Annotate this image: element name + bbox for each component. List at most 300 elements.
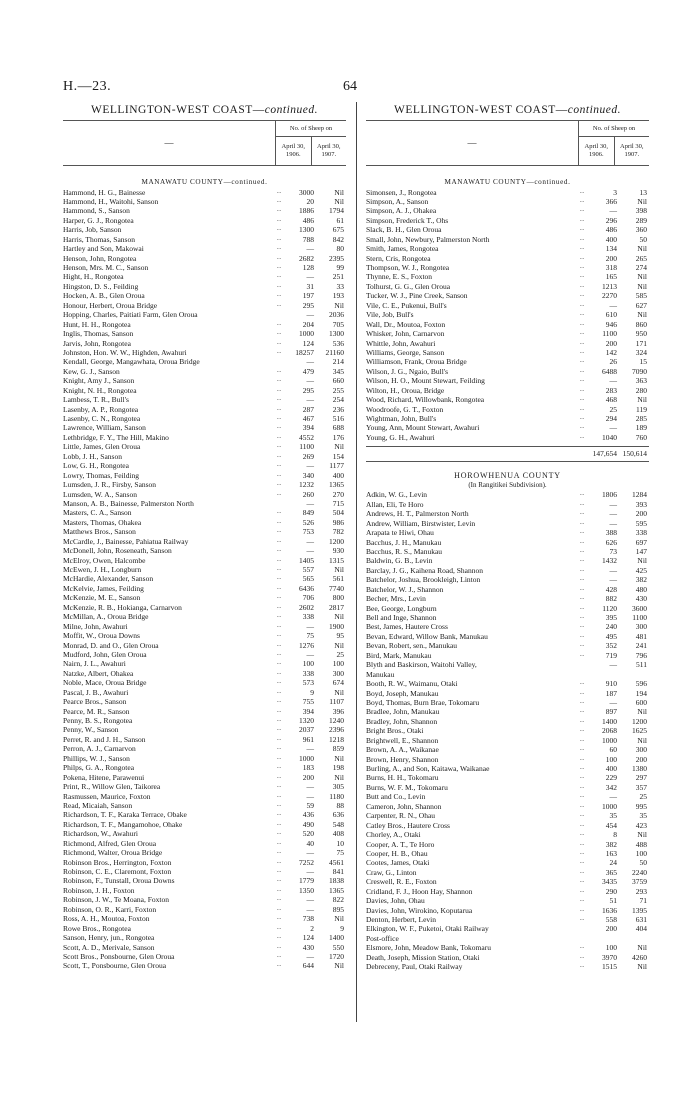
sheep-1906: — <box>306 744 314 754</box>
sheep-1906: 75 <box>306 631 314 641</box>
table-row <box>366 840 649 849</box>
leader-dots: ... <box>579 887 585 894</box>
table-row <box>63 310 346 319</box>
table-row <box>366 433 649 442</box>
sheep-1907: Nil <box>334 914 344 924</box>
owner-name: Bradlee, John, Manukau <box>366 707 440 717</box>
sheep-1906: 200 <box>605 924 617 934</box>
sheep-1906: — <box>306 848 314 858</box>
leader-dots: ... <box>276 415 282 421</box>
sheep-1907: 600 <box>635 697 647 707</box>
sheep-1906: 1320 <box>299 716 314 725</box>
table-row <box>366 773 649 782</box>
sheep-1906: 1232 <box>299 480 314 490</box>
header-sheep-label: No. of Sheep on <box>276 121 346 137</box>
leader-dots: ... <box>276 896 282 903</box>
leader-dots: ... <box>276 518 282 525</box>
table-row <box>366 717 649 726</box>
owner-name: Manson, A. B., Bainesse, Palmerston North <box>63 498 194 508</box>
sheep-1907: 480 <box>635 584 647 594</box>
leader-dots: ... <box>579 415 585 421</box>
owner-name: Bacchus, J. H., Manukau <box>366 537 442 547</box>
sheep-1907: 61 <box>336 215 344 225</box>
sheep-1907: 2240 <box>632 867 647 877</box>
table-row <box>63 244 346 253</box>
sheep-1907: 9 <box>340 923 344 933</box>
leader-dots: ... <box>579 944 585 951</box>
sheep-1907: Nil <box>637 310 647 320</box>
sheep-1907: 822 <box>332 895 344 905</box>
right-column <box>366 100 649 972</box>
sheep-1906: — <box>306 357 314 367</box>
sheep-1906: 467 <box>302 414 314 423</box>
table-row <box>63 735 346 744</box>
owner-name: Brown, A. A., Waikanae <box>366 745 439 755</box>
sheep-1906: 142 <box>605 347 617 357</box>
sheep-1907: 194 <box>635 688 647 698</box>
header-sheep-label: No. of Sheep on <box>579 121 649 137</box>
sheep-1906: 755 <box>302 697 314 707</box>
owner-name: Robinson, O. R., Karri, Foxton <box>63 904 157 914</box>
sheep-1906: — <box>609 300 617 310</box>
table-row <box>366 821 649 830</box>
sheep-1906: 1276 <box>299 640 314 650</box>
sheep-1907: 300 <box>635 622 647 632</box>
owner-name: Williams, George, Sanson <box>366 347 445 357</box>
leader-dots: ... <box>579 727 585 734</box>
sheep-1906: — <box>306 649 314 659</box>
owner-name: Johnston, Hon. W. W., Highden, Awahuri <box>63 347 187 357</box>
sheep-1906: 1100 <box>299 442 314 452</box>
owner-name: Henson, John, Rongotea <box>63 253 137 263</box>
sheep-1906: — <box>306 782 314 792</box>
owner-name: Manukau <box>366 669 395 679</box>
sheep-1907: Nil <box>334 640 344 650</box>
table-row <box>63 867 346 876</box>
leader-dots: ... <box>276 481 282 488</box>
leader-dots <box>272 357 286 366</box>
sheep-1907: 300 <box>635 745 647 755</box>
table-row <box>63 452 346 461</box>
header-year-1907: April 30, 1907. <box>311 137 347 165</box>
sheep-1907: 176 <box>332 432 344 442</box>
sheep-1907: Nil <box>334 565 344 574</box>
sheep-1906: 183 <box>302 763 314 773</box>
sheep-1906: 340 <box>302 470 314 480</box>
table-row <box>366 660 649 669</box>
owner-name: Whisker, John, Carnarvon <box>366 329 445 339</box>
owner-name: Small, John, Newbury, Palmerston North <box>366 234 490 244</box>
owner-name: Richardson, W., Awahuri <box>63 829 138 839</box>
sheep-1906: 365 <box>605 867 617 877</box>
sheep-1906: 100 <box>302 659 314 669</box>
sheep-1906: 1000 <box>299 753 314 763</box>
section-title: MANAWATU COUNTY—continued. <box>141 178 268 186</box>
sheep-1906: 2602 <box>299 602 314 612</box>
sheep-1906: 557 <box>302 565 314 574</box>
sheep-1907: 674 <box>332 678 344 688</box>
sheep-1907: 382 <box>635 575 647 585</box>
sheep-1906: 468 <box>605 395 617 405</box>
owner-name: Robinson, J. H., Foxton <box>63 885 135 895</box>
header-name-column: — <box>164 138 174 148</box>
sheep-1906: — <box>609 565 617 575</box>
sheep-1906: 882 <box>605 594 617 604</box>
leader-dots: ... <box>579 642 585 649</box>
leader-dots: ... <box>579 245 585 252</box>
sheep-1906: 436 <box>302 810 314 820</box>
leader-dots: ... <box>579 623 585 630</box>
sheep-1907: Nil <box>637 196 647 206</box>
table-row <box>366 310 649 319</box>
owner-name: Elsmore, John, Meadow Bank, Tokomaru <box>366 943 491 953</box>
leader-dots: ... <box>579 708 585 715</box>
owner-name: Vile, Job, Bull's <box>366 310 414 320</box>
sheep-1907: 2396 <box>329 725 344 735</box>
table-row <box>366 915 649 924</box>
table-row <box>366 726 649 735</box>
sheep-1907: 236 <box>332 404 344 414</box>
sheep-1906: 283 <box>605 385 617 395</box>
sheep-1907: 71 <box>639 896 647 906</box>
leader-dots: ... <box>579 424 585 431</box>
sheep-1906: — <box>609 509 617 519</box>
leader-dots: ... <box>276 197 282 204</box>
owner-name: Blyth and Baskirson, Waitohi Valley, <box>366 660 477 670</box>
sheep-1906: 163 <box>605 848 617 858</box>
section-subtitle: (In Rangitikei Subdivision). <box>468 481 547 490</box>
leader-dots: ... <box>579 765 585 771</box>
leader-dots <box>575 670 589 679</box>
leader-dots: ... <box>276 679 282 686</box>
leader-dots: ... <box>276 254 282 261</box>
sheep-1906: 394 <box>302 423 314 433</box>
owner-name: Baldwin, G. B., Levin <box>366 556 433 566</box>
table-header <box>63 120 346 166</box>
sheep-1907: 289 <box>635 215 647 225</box>
sheep-1907: 1900 <box>329 621 344 631</box>
sheep-1907: 715 <box>332 498 344 508</box>
sheep-1906: 200 <box>302 772 314 782</box>
sheep-1906: 961 <box>302 734 314 744</box>
sheep-1906: 3435 <box>602 877 617 887</box>
sheep-1907: 100 <box>332 659 344 669</box>
leader-dots: ... <box>276 556 282 563</box>
owner-name: Scott Bros., Ponsbourne, Glen Oroua <box>63 951 175 961</box>
owner-name: Wightman, John, Bull's <box>366 414 437 423</box>
sheep-1907: 631 <box>635 915 647 924</box>
table-row <box>366 604 649 613</box>
sheep-1907: 1240 <box>329 716 344 725</box>
owner-name: Little, James, Glen Oroua <box>63 442 141 452</box>
sheep-1907: 995 <box>635 801 647 811</box>
leader-dots: ... <box>276 717 282 723</box>
owner-name: Elkington, W. F., Puketoi, Otaki Railway <box>366 924 489 934</box>
owner-name: Matthews Bros., Sanson <box>63 527 136 537</box>
table-row <box>63 490 346 499</box>
sheep-1906: 1040 <box>602 432 617 442</box>
sheep-1907: 193 <box>332 291 344 301</box>
sheep-1906: 26 <box>609 357 617 367</box>
sheep-1907: Nil <box>637 962 647 972</box>
table-row <box>63 348 346 357</box>
table-row <box>63 442 346 451</box>
sheep-1907: 1218 <box>329 734 344 744</box>
sheep-1907: Nil <box>637 281 647 291</box>
table-row <box>366 689 649 698</box>
table-row <box>63 659 346 668</box>
leader-dots: ... <box>579 320 585 327</box>
entries-list <box>366 490 649 971</box>
table-row <box>63 914 346 923</box>
leader-dots: ... <box>579 774 585 781</box>
sheep-1906: — <box>609 499 617 509</box>
table-row <box>366 641 649 650</box>
table-row <box>366 206 649 215</box>
sheep-1907: 270 <box>332 489 344 499</box>
sheep-1906 <box>589 934 619 943</box>
sheep-1906: 2 <box>310 923 314 933</box>
leader-dots: ... <box>276 801 282 808</box>
leader-dots: ... <box>579 680 585 687</box>
owner-name: Hopping, Charles, Paitiati Farm, Glen Oroua <box>63 310 198 320</box>
leader-dots: ... <box>579 207 585 214</box>
leader-dots: ... <box>276 188 282 195</box>
sheep-1906: 295 <box>302 300 314 310</box>
owner-name: Wilton, H., Oroua, Bridge <box>366 385 445 395</box>
leader-dots: ... <box>276 490 282 497</box>
table-row <box>63 235 346 244</box>
sheep-1906: 486 <box>302 215 314 225</box>
owner-name: Lasenby, C. N., Rongotea <box>63 414 141 423</box>
owner-name: Denton, Herbert, Levin <box>366 915 436 924</box>
leader-dots: ... <box>579 566 585 573</box>
owner-name: Lawrence, William, Sanson <box>63 423 146 433</box>
sheep-1907: 1400 <box>329 933 344 943</box>
sheep-1906: 454 <box>605 820 617 830</box>
owner-name: Richmond, Alfred, Glen Oroua <box>63 838 157 848</box>
leader-dots: ... <box>579 377 585 384</box>
leader-dots: ... <box>276 905 282 912</box>
table-row <box>63 725 346 734</box>
sheep-1907: 3759 <box>632 877 647 887</box>
sheep-1906: 2682 <box>299 253 314 263</box>
owner-name: Simpson, A. J., Ohakea <box>366 206 437 216</box>
table-header <box>366 120 649 166</box>
table-row <box>63 961 346 970</box>
sheep-1907: Nil <box>637 943 647 953</box>
sheep-1907: 516 <box>332 414 344 423</box>
sheep-1906: 4552 <box>299 432 314 442</box>
owner-name: McKenzie, R. B., Hokianga, Carnarvon <box>63 602 182 612</box>
sheep-1907: 99 <box>336 263 344 272</box>
leader-dots: ... <box>276 603 282 610</box>
sheep-1907: Nil <box>334 961 344 971</box>
table-row <box>63 754 346 763</box>
sheep-1907: 760 <box>635 432 647 442</box>
sheep-1906: 1886 <box>299 206 314 216</box>
leader-dots: ... <box>579 746 585 753</box>
sheep-1907: 585 <box>635 291 647 301</box>
sheep-1907: 688 <box>332 423 344 433</box>
table-row <box>63 386 346 395</box>
sheep-1906: 1806 <box>602 490 617 500</box>
sheep-1906: 394 <box>302 706 314 716</box>
sheep-1906: 706 <box>302 593 314 603</box>
table-row <box>63 848 346 857</box>
sheep-1906: — <box>306 461 314 471</box>
table-row <box>63 876 346 885</box>
sheep-1906: 1350 <box>299 885 314 895</box>
owner-name: Allan, Eli, Te Horo <box>366 499 424 509</box>
sheep-1907: 251 <box>332 272 344 282</box>
sheep-1907: 75 <box>336 848 344 858</box>
sheep-1907: 1180 <box>329 791 344 801</box>
sheep-1906: 25 <box>609 404 617 414</box>
leader-dots: ... <box>276 216 282 223</box>
sheep-1907: 636 <box>332 810 344 820</box>
leader-dots: ... <box>579 348 585 355</box>
sheep-1906: — <box>306 395 314 405</box>
sheep-1906: — <box>306 867 314 876</box>
sheep-1907: 425 <box>635 565 647 575</box>
sheep-1907: 2036 <box>329 310 344 320</box>
table-row <box>63 603 346 612</box>
table-row <box>366 188 649 197</box>
leader-dots: ... <box>276 386 282 393</box>
sheep-1906: 165 <box>605 272 617 282</box>
header-sheep <box>275 121 346 165</box>
leader-dots: ... <box>276 660 282 667</box>
leader-dots: ... <box>276 207 282 214</box>
sheep-1907: 561 <box>332 574 344 584</box>
owner-name: Thynne, E. S., Foxton <box>366 272 433 282</box>
leader-dots: ... <box>579 793 585 800</box>
sheep-1907: 1365 <box>329 480 344 490</box>
sheep-1907: 305 <box>332 782 344 792</box>
leader-dots: ... <box>276 886 282 893</box>
table-row <box>63 669 346 678</box>
sheep-1907: 1200 <box>632 716 647 726</box>
table-row <box>63 641 346 650</box>
sheep-1907: 1395 <box>632 905 647 915</box>
leader-dots: ... <box>579 868 585 875</box>
sheep-1906: 366 <box>605 196 617 206</box>
sheep-1907: 481 <box>635 631 647 641</box>
sheep-1907: 1838 <box>329 876 344 886</box>
table-row <box>366 736 649 745</box>
leader-dots: ... <box>579 339 585 346</box>
leader-dots: ... <box>276 584 282 591</box>
owner-name: Wall, Dr., Moutoa, Foxton <box>366 319 446 329</box>
table-row <box>366 235 649 244</box>
owner-name: Robinson, F., Tunstall, Oroua Downs <box>63 876 175 886</box>
table-row <box>366 197 649 206</box>
owner-name: Catley Bros., Hautere Cross <box>366 820 450 830</box>
sheep-1907: 88 <box>336 800 344 810</box>
sheep-1906: — <box>609 792 617 802</box>
sheep-1907: 13 <box>639 187 647 197</box>
sheep-1906: 1405 <box>299 555 314 565</box>
sheep-1906: 124 <box>302 933 314 943</box>
sheep-1906: 59 <box>306 800 314 810</box>
leader-dots: ... <box>579 433 585 440</box>
sheep-1907: 25 <box>639 792 647 802</box>
owner-name: Best, James, Hautere Cross <box>366 622 448 632</box>
leader-dots: ... <box>276 575 282 582</box>
leader-dots: ... <box>579 755 585 762</box>
sheep-1906: 430 <box>302 942 314 952</box>
header-year-1906: April 30, 1906. <box>281 143 305 158</box>
leader-dots: ... <box>579 736 585 743</box>
sheep-1906 <box>589 670 619 679</box>
leader-dots: ... <box>276 339 282 346</box>
sheep-1907: 860 <box>635 319 647 329</box>
owner-name: Milne, John, Awahuri <box>63 621 128 631</box>
leader-dots: ... <box>579 632 585 639</box>
sheep-1907: 4260 <box>632 952 647 962</box>
sheep-1907: 423 <box>635 820 647 830</box>
table-row <box>63 792 346 801</box>
sheep-1906: 1636 <box>602 905 617 915</box>
sheep-1907: 511 <box>636 660 647 670</box>
owner-name: Tucker, W. J., Pine Creek, Sanson <box>366 291 468 301</box>
leader-dots: ... <box>276 820 282 827</box>
owner-name: Hammond, S., Sanson <box>63 206 130 216</box>
total-row <box>366 446 649 462</box>
table-row <box>63 339 346 348</box>
owner-name: Bright Bros., Otaki <box>366 726 424 736</box>
owner-name: Bird, Mark, Manukau <box>366 650 432 660</box>
table-row <box>63 423 346 432</box>
table-row <box>63 518 346 527</box>
table-row <box>366 924 649 933</box>
sheep-1907: 930 <box>332 546 344 556</box>
table-row <box>366 357 649 366</box>
total-1907: 150,614 <box>622 449 647 459</box>
owner-name: Simonsen, J., Rongotea <box>366 187 437 197</box>
sheep-1907: Nil <box>637 556 647 566</box>
sheep-1906: 1213 <box>602 281 617 291</box>
owner-name: Lambess, T. R., Bull's <box>63 395 129 405</box>
sheep-1906: 1000 <box>602 801 617 811</box>
sheep-1906: 946 <box>605 319 617 329</box>
sheep-1906: — <box>306 498 314 508</box>
sheep-1907: 548 <box>332 819 344 829</box>
sheep-1906: 1300 <box>299 225 314 235</box>
leader-dots: ... <box>579 367 585 374</box>
owner-name: Low, G. H., Rongotea <box>63 461 129 471</box>
table-row <box>366 745 649 754</box>
table-row <box>63 461 346 470</box>
owner-name: Hunt, H. H., Rongotea <box>63 319 131 329</box>
sheep-1907: 147 <box>635 546 647 556</box>
sheep-1907: 297 <box>635 773 647 783</box>
owner-name: Bacchus, R. S., Manukau <box>366 546 443 556</box>
owner-name: Andrew, William, Birstwister, Levin <box>366 518 476 528</box>
sheep-1906: 294 <box>605 414 617 423</box>
leader-dots: ... <box>579 396 585 403</box>
leader-dots: ... <box>276 226 282 233</box>
owner-name: Hight, H., Rongotea <box>63 272 124 282</box>
sheep-1906: 395 <box>605 613 617 622</box>
leader-dots: ... <box>579 576 585 583</box>
leader-dots: ... <box>579 538 585 545</box>
owner-name: Harris, Thomas, Sanson <box>63 234 135 244</box>
owner-name: Knight, N. H., Rongotea <box>63 385 137 395</box>
leader-dots: ... <box>276 566 282 572</box>
owner-name: Bevan, Robert, sen., Manukau <box>366 641 458 651</box>
